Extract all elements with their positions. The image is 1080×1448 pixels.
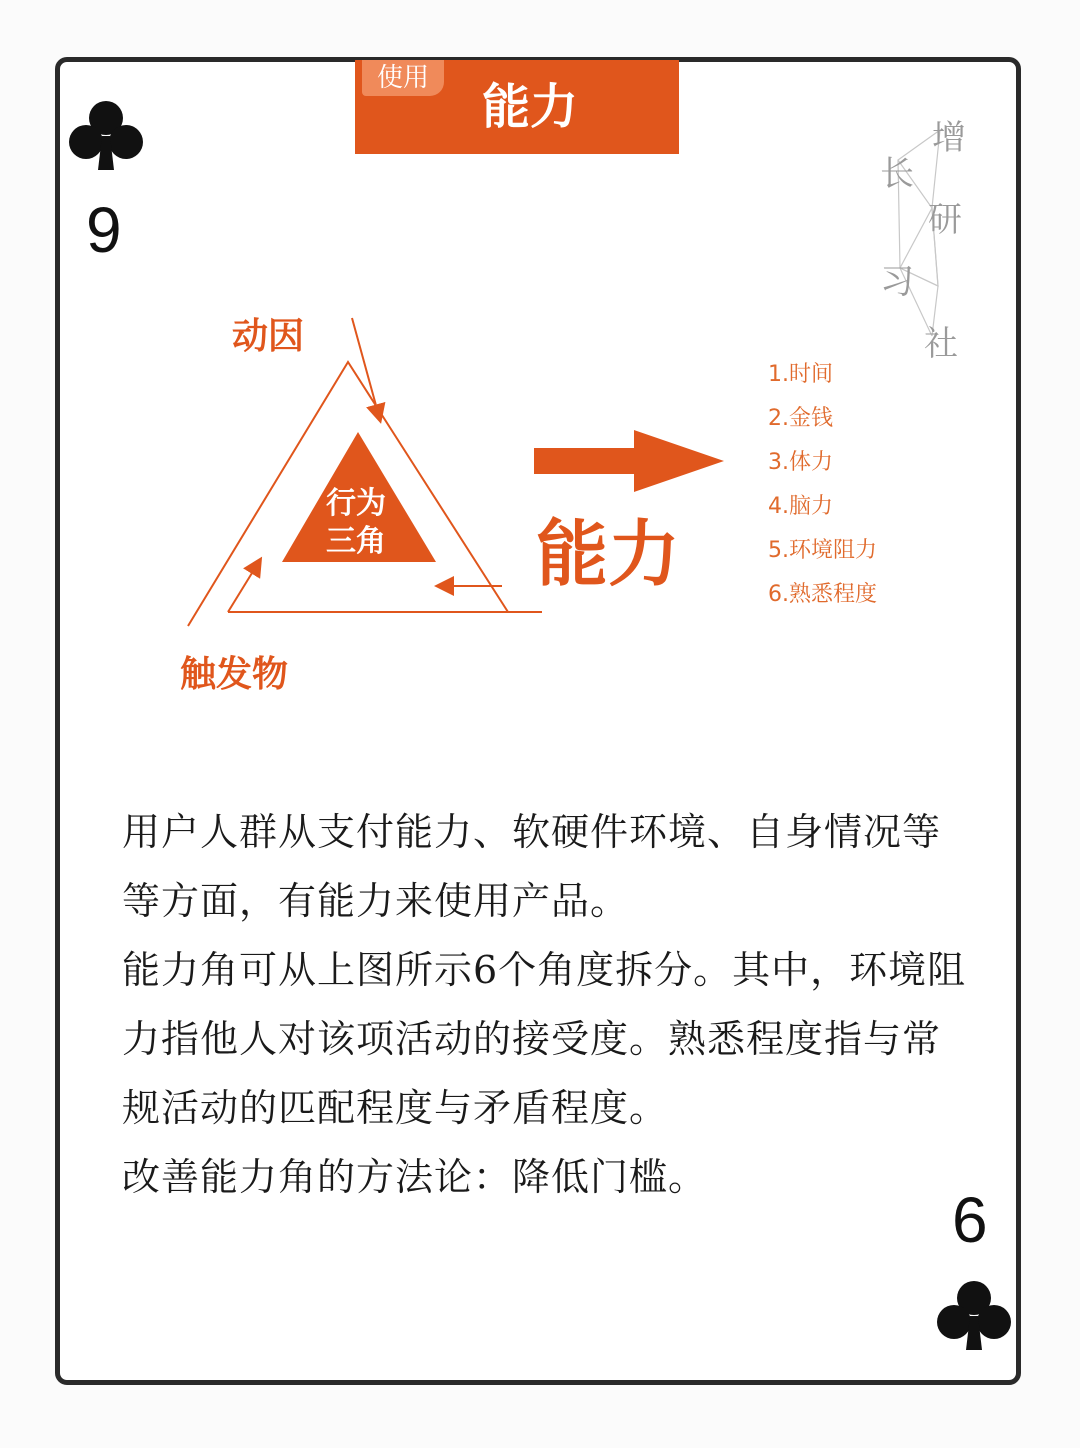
header-tag: 使用 [362, 60, 444, 96]
factor-item: 2.金钱 [768, 406, 833, 431]
factor-item: 1.时间 [768, 362, 833, 387]
big-ability-label: 能力 [536, 512, 681, 596]
factor-item: 3.体力 [768, 450, 833, 475]
inner-label-line2: 三角 [326, 524, 386, 559]
watermark-char-5: 社 [924, 324, 958, 364]
factor-item: 4.脑力 [768, 494, 833, 519]
watermark-char-2: 长 [880, 154, 914, 194]
club-icon [66, 96, 146, 176]
inner-label-line1: 行为 [326, 486, 386, 521]
arrow-into-top [352, 318, 380, 420]
description [122, 798, 972, 1212]
header-title: 能力 [481, 79, 578, 135]
club-icon [934, 1276, 1014, 1356]
right-arrow-icon [530, 426, 730, 496]
watermark-char-1: 增 [932, 118, 966, 158]
description-paragraph-2: 能力角可从上图所示6个角度拆分。其中，环境阻力指他人对该项活动的接受度。熟悉程度指与常规活动的匹配程度与矛盾程度。 [122, 948, 967, 1130]
watermark-char-3: 研 [928, 200, 962, 240]
description-paragraph-3: 改善能力角的方法论：降低门槛。 [122, 1155, 708, 1199]
watermark-char-4: 习 [880, 262, 914, 302]
arrow-left-up [228, 560, 260, 612]
behavior-triangle-diagram [170, 300, 570, 640]
bottom-label: 触发物 [180, 654, 289, 695]
factor-list [768, 358, 877, 622]
top-label: 动因 [232, 316, 305, 357]
top-rank: 9 [86, 194, 122, 266]
bottom-rank: 6 [952, 1184, 988, 1256]
factor-item: 5.环境阻力 [768, 538, 877, 563]
factor-item: 6.熟悉程度 [768, 582, 877, 607]
description-paragraph-1: 用户人群从支付能力、软硬件环境、自身情况等等方面，有能力来使用产品。 [122, 810, 942, 923]
